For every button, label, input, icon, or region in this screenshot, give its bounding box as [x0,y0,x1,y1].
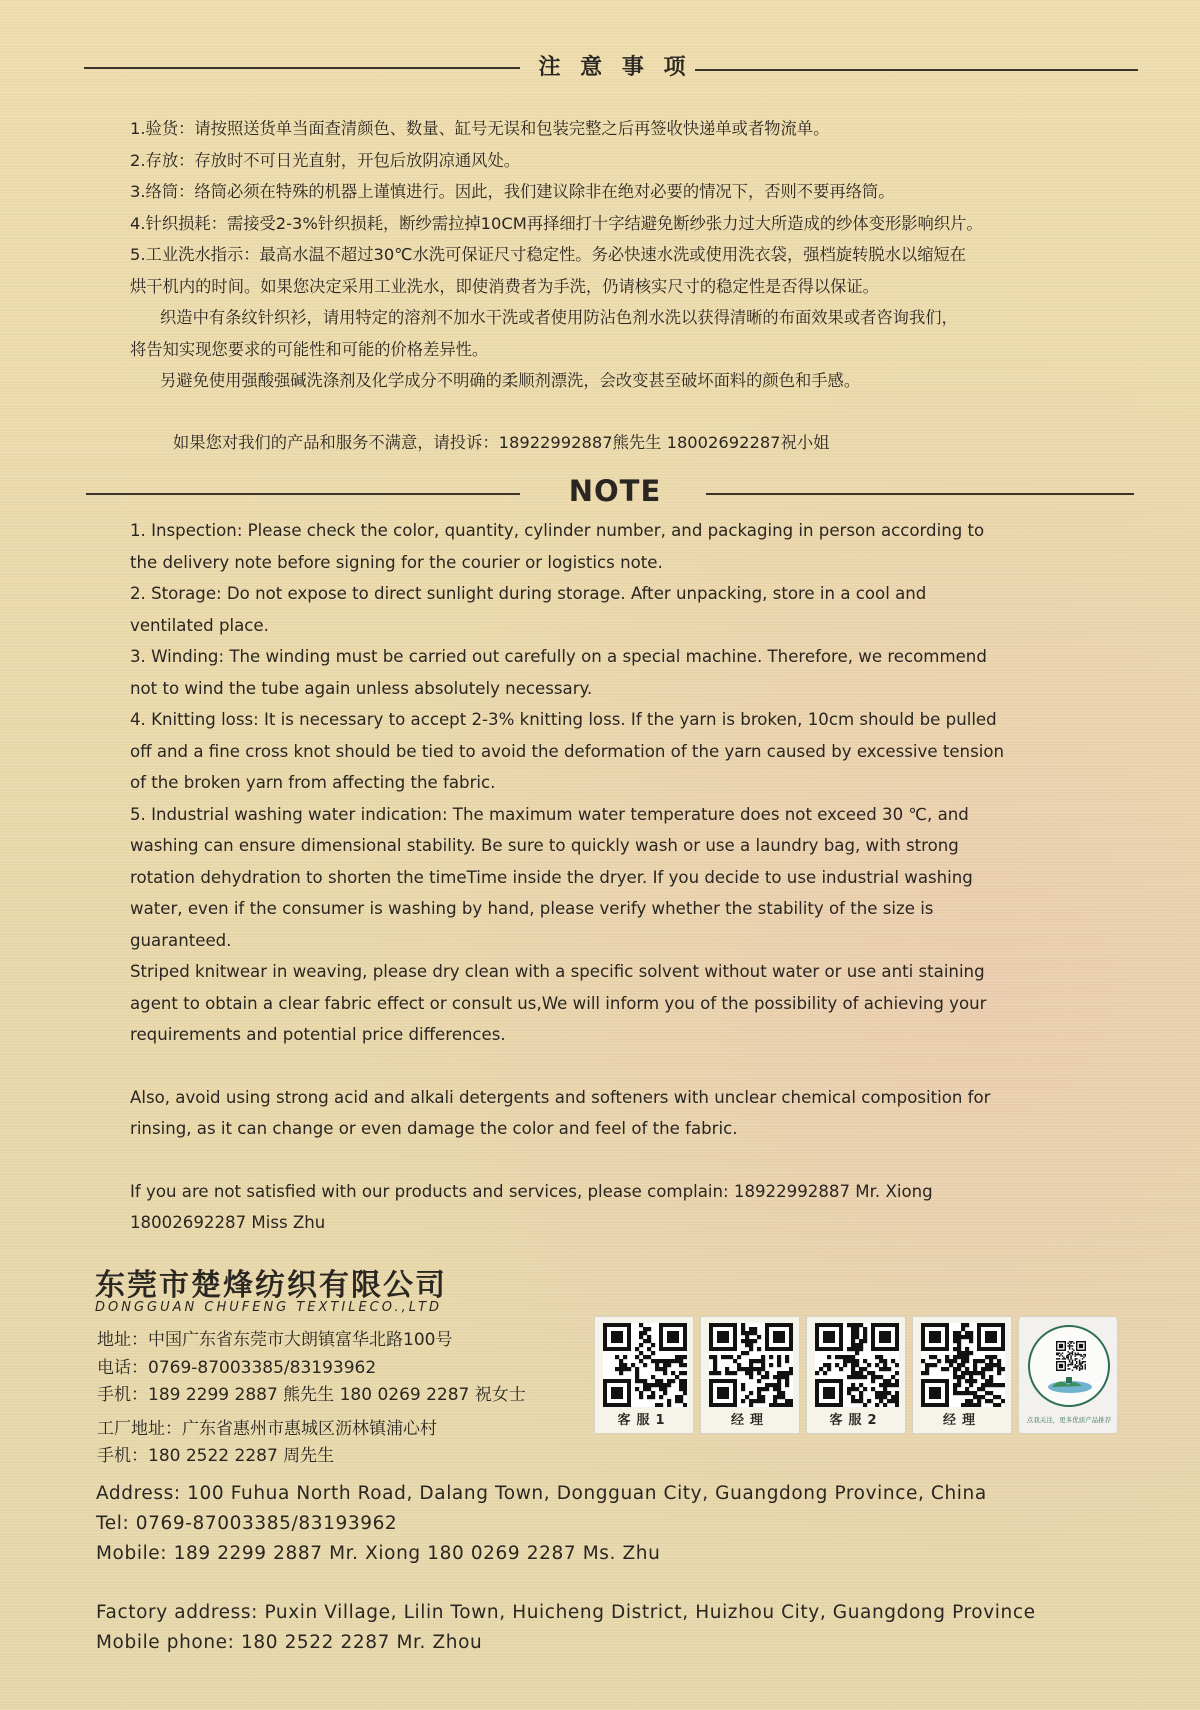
note-line-en: of the broken yarn from affecting the fabric. [130,773,496,792]
qr-code-icon [603,1323,687,1407]
note-line-en: 1. Inspection: Please check the color, quantity, cylinder number, and packaging in person according to [130,521,985,540]
note-line-en: the delivery note before signing for the courier or logistics note. [130,552,663,572]
complaint-line-en: If you are not satisfied with our products and services, please complain: 18922992887 Mr. Xiong [130,1181,933,1201]
complaint-line-en: 18002692287 Miss Zhu [130,1213,326,1232]
factory-mobile-en: Mobile phone: 180 2522 2287 Mr. Zhou [96,1632,483,1653]
note-line-en: off and a fine cross knot should be tied to avoid the deformation of the yarn caused by excessive tension [130,741,1004,761]
qr-code-icon [709,1323,793,1407]
qr-card-manager-2 [912,1316,1012,1434]
qr-label: 客服2 [829,1413,883,1428]
note-line-en: 2. Storage: Do not expose to direct sunlight during storage. After unpacking, store in a cool and [130,584,927,603]
notice-line-cn: 烘干机内的时间。如果您决定采用工业洗水，即使消费者为手洗，仍请核实尺寸的稳定性是否得以保证。 [130,276,879,296]
mobile-cn: 手机：189 2299 2887 熊先生 180 0269 2287 祝女士 [97,1385,526,1405]
qr-label: 客服1 [617,1413,671,1428]
qr-card-manager-1 [700,1316,800,1434]
header-rule-right-cn [695,69,1138,71]
qr-code-icon [1056,1341,1086,1371]
note-line-en: 3. Winding: The winding must be carried out carefully on a special machine. Therefore, we recommend [130,647,987,666]
contact-info-en [96,1479,1036,1658]
company-name-cn: 东莞市楚烽纺织有限公司 [95,1268,447,1303]
note-line-en: agent to obtain a clear fabric effect or consult us,We will inform you of the possibility of achieving your [130,993,987,1013]
note-line-en: washing can ensure dimensional stability. Be sure to quickly wash or use a laundry bag, with strong [130,836,959,855]
qr-official-caption: 点我关注，更多优质产品推荐 [1026,1416,1112,1424]
notice-line-cn: 2.存放：存放时不可日光直射，开包后放阴凉通风处。 [130,150,521,170]
complaint-line-cn: 如果您对我们的产品和服务不满意，请投诉：18922992887熊先生 18002692287祝小姐 [173,432,830,452]
header-rule-right-en [706,493,1134,495]
note-also-line-en: rinsing, as it can change or even damage the color and feel of the fabric. [130,1119,738,1138]
qr-code-icon [921,1323,1005,1407]
notice-line-cn: 4.针织损耗：需接受2-3%针织损耗，断纱需拉掉10CM再择细打十字结避免断纱张力过大所造成的纱体变形影响织片。 [130,213,983,233]
factory-address-en: Factory address: Puxin Village, Lilin Town, Huicheng District, Huizhou City, Guangdong Province [96,1602,1036,1623]
notice-heading-cn: 注 意 事 项 [538,55,692,80]
notice-line-cn: 3.络筒：络筒必须在特殊的机器上谨慎进行。因此，我们建议除非在绝对必要的情况下，否则不要再络筒。 [130,182,895,201]
notice-line-cn: 5.工业洗水指示：最高水温不超过30℃水洗可保证尺寸稳定性。务必快速水洗或使用洗衣袋，强档旋转脱水以缩短在 [130,245,967,264]
note-line-en: 5. Industrial washing water indication: The maximum water temperature does not exceed 30 ℃, and [130,804,969,824]
note-also-line-en: Also, avoid using strong acid and alkali detergents and softeners with unclear chemical composition for [130,1087,991,1107]
notice-line-cn: 1.验货：请按照送货单当面查清颜色、数量、缸号无误和包装完整之后再签收快递单或者物流单。 [130,119,830,138]
mobile-en: Mobile: 189 2299 2887 Mr. Xiong 180 0269 2287 Ms. Zhu [96,1543,661,1564]
qr-label: 经理 [942,1413,981,1428]
header-rule-left-en [86,493,520,495]
note-line-en: 4. Knitting loss: It is necessary to accept 2-3% knitting loss. If the yarn is broken, 10cm should be pulled [130,710,997,729]
note-line-en: requirements and potential price differences. [130,1025,506,1044]
address-en: Address: 100 Fuhua North Road, Dalang Town, Dongguan City, Guangdong Province, China [96,1483,987,1504]
address-cn: 地址：中国广东省东莞市大朗镇富华北路100号 [97,1330,453,1350]
qr-card-service-2 [806,1316,906,1434]
tel-cn: 电话：0769-87003385/83193962 [97,1357,377,1378]
note-body-en [130,515,1090,1239]
note-heading-en: NOTE [568,474,662,508]
note-line-en: rotation dehydration to shorten the timeTime inside the dryer. If you decide to use industrial washing [130,867,973,887]
note-line-en: water, even if the consumer is washing by hand, please verify whether the stability of the size is [130,899,934,918]
wechat-official-qr-icon [1028,1325,1110,1407]
factory-address-cn: 工厂地址：广东省惠州市惠城区沥林镇浦心村 [97,1418,437,1439]
header-rule-left-cn [84,67,520,69]
qr-card-service-1 [594,1316,694,1434]
note-line-en: not to wind the tube again unless absolutely necessary. [130,678,593,698]
notice-body-cn [130,113,1100,458]
notice-line-cn: 另避免使用强酸强碱洗涤剂及化学成分不明确的柔顺剂漂洗，会改变甚至破坏面料的颜色和手感。 [160,371,861,390]
landscape-icon [1044,1373,1096,1395]
qr-code-row [592,1316,1122,1436]
contact-info-cn [97,1327,526,1471]
factory-mobile-cn: 手机：180 2522 2287 周先生 [97,1446,335,1466]
qr-label: 经理 [730,1413,769,1428]
notice-line-cn: 织造中有条纹针织衫，请用特定的溶剂不加水干洗或者使用防沾色剂水洗以获得清晰的布面效果或者咨询我们， [160,308,958,327]
note-line-en: Striped knitwear in weaving, please dry clean with a specific solvent without water or use anti staining [130,962,985,981]
qr-card-official-account [1018,1316,1118,1434]
tel-en: Tel: 0769-87003385/83193962 [96,1513,398,1534]
qr-code-icon [815,1323,899,1407]
note-line-en: ventilated place. [130,615,269,635]
note-line-en: guaranteed. [130,930,232,950]
company-name-en: DONGGUAN CHUFENG TEXTILECO.,LTD [95,1300,443,1315]
notice-line-cn: 将告知实现您要求的可能性和可能的价格差异性。 [130,339,489,359]
